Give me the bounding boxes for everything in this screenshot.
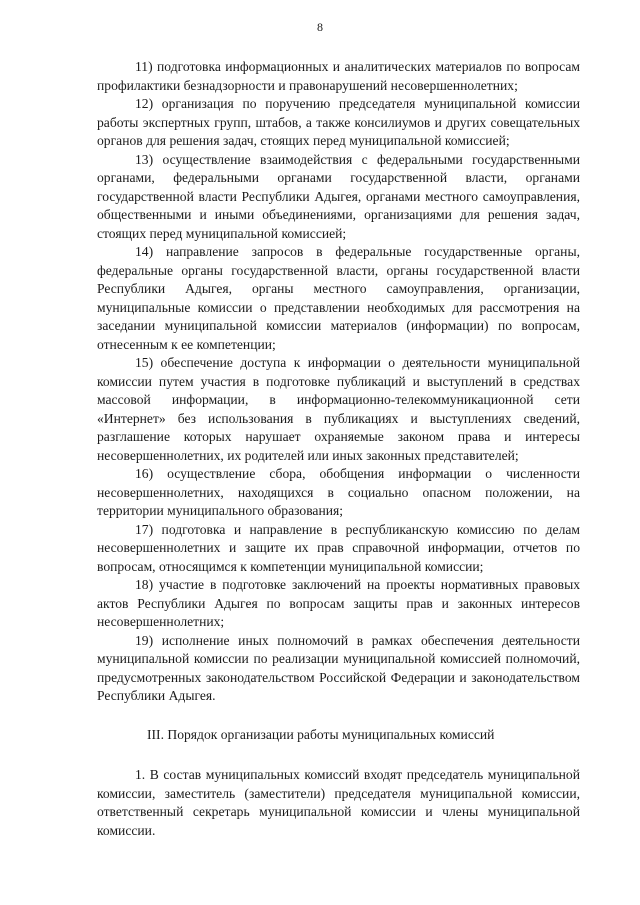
section-heading: III. Порядок организации работы муниципальных комиссий: [147, 726, 495, 742]
list-item-13: 13) осуществление взаимодействия с федеральными государственными органами, федеральными органами государственной власти, органами государственной власти Республики Адыгея, органами местного самоуправления, общественными и иными объединениями, организациями для решения задач, стоящих перед муниципальной комиссией;: [97, 151, 580, 241]
list-item-12: 12) организация по поручению председателя муниципальной комиссии работы экспертных групп, штабов, а также консилиумов и других совещательных органов для решения задач, стоящих перед муниципальной комиссией;: [97, 96, 580, 148]
section-paragraph: 1. В состав муниципальных комиссий входят председатель муниципальной комиссии, заместитель (заместители) председателя муниципальной комиссии, ответственный секретарь муниципальной комиссии и члены муниципальной комиссии.: [97, 767, 580, 838]
list-item-14: 14) направление запросов в федеральные государственные органы, федеральные органы государственной власти, органы государственной власти Республики Адыгея, органы местного самоуправления, организации, муниципальные комиссии о представлении необходимых для рассмотрения на заседании муниципальной комиссии материалов (информации) по вопросам, отнесенным к ее компетенции;: [97, 244, 580, 352]
page-number: 8: [317, 20, 323, 34]
list-item-16: 16) осуществление сбора, обобщения информации о численности несовершеннолетних, находящихся в социально опасном положении, на территории муниципального образования;: [97, 466, 580, 518]
list-item-19: 19) исполнение иных полномочий в рамках обеспечения деятельности муниципальной комиссии по реализации муниципальной комиссией полномочий, предусмотренных законодательством Российской Федерации и законодательством Республики Адыгея.: [97, 632, 580, 703]
document-body: [97, 58, 580, 840]
list-item-17: 17) подготовка и направление в республиканскую комиссию по делам несовершеннолетних и защите их прав справочной информации, отчетов по вопросам, относящимся к компетенции муниципальной комиссии;: [97, 521, 580, 574]
list-item-15: 15) обеспечение доступа к информации о деятельности муниципальной комиссии путем участия в подготовке публикаций и выступлений в средствах массовой информации, в информационно-телекоммуникационной сети «Интернет» без использования в публикациях и выступлениях сведений, разглашение которых нарушает охраняемые законом права и интересы несовершеннолетних, их родителей или иных законных представителей;: [97, 355, 580, 463]
list-item-11: 11) подготовка информационных и аналитических материалов по вопросам профилактики безнадзорности и правонарушений несовершеннолетних;: [97, 59, 580, 93]
list-item-18: 18) участие в подготовке заключений на проекты нормативных правовых актов Республики Адыгея по вопросам защиты прав и законных интересов несовершеннолетних;: [97, 577, 580, 629]
